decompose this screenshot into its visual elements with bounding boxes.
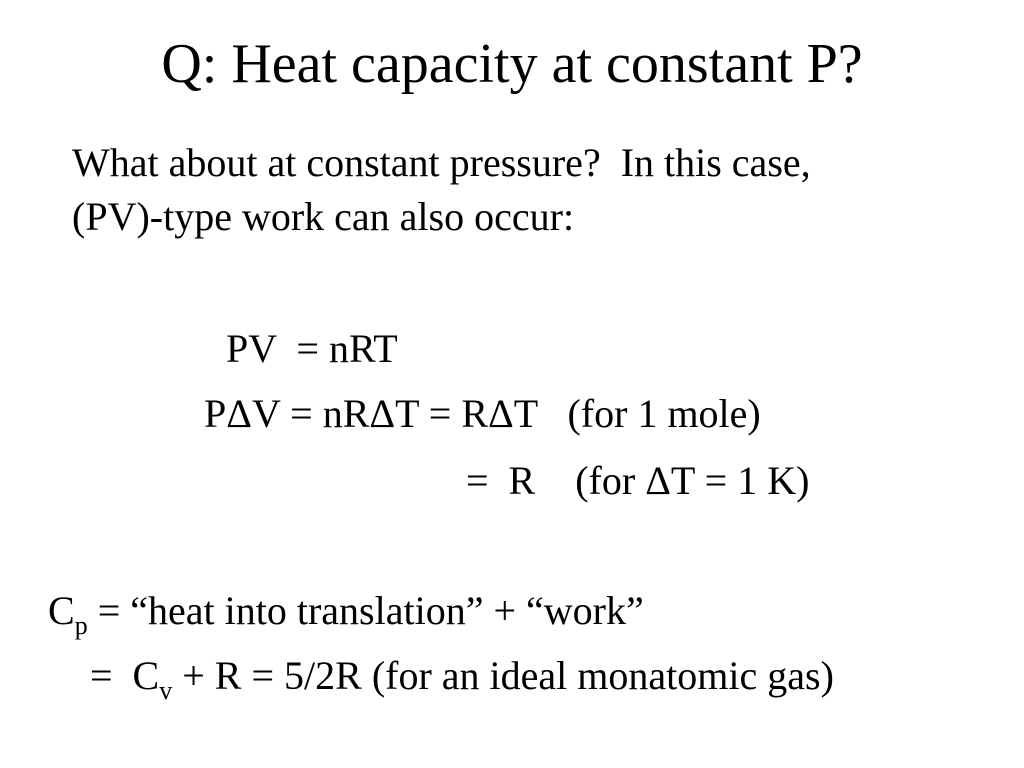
cp-subscript: p — [74, 611, 88, 640]
cv-subscript: v — [159, 676, 173, 705]
slide-title: Q: Heat capacity at constant P? — [161, 33, 863, 95]
ideal-gas-equation: PV = nRT — [216, 326, 398, 371]
intro-text-line-2: (PV)-type work can also occur: — [72, 194, 575, 239]
cp-definition-line — [48, 587, 644, 640]
cp-definition-text: = “heat into translation” + “work” — [87, 588, 644, 633]
cv-symbol: = C — [90, 653, 160, 698]
cp-symbol: C — [48, 588, 75, 633]
work-equation: PΔV = nRΔT = RΔT (for 1 mole) — [204, 391, 761, 436]
intro-text-line-1: What about at constant pressure? In this case, — [72, 140, 811, 185]
cp-result-text: + R = 5/2R (for an ideal monatomic gas) — [172, 653, 834, 698]
work-per-kelvin-equation: = R (for ΔT = 1 K) — [466, 458, 810, 503]
cp-result-line — [90, 652, 834, 705]
